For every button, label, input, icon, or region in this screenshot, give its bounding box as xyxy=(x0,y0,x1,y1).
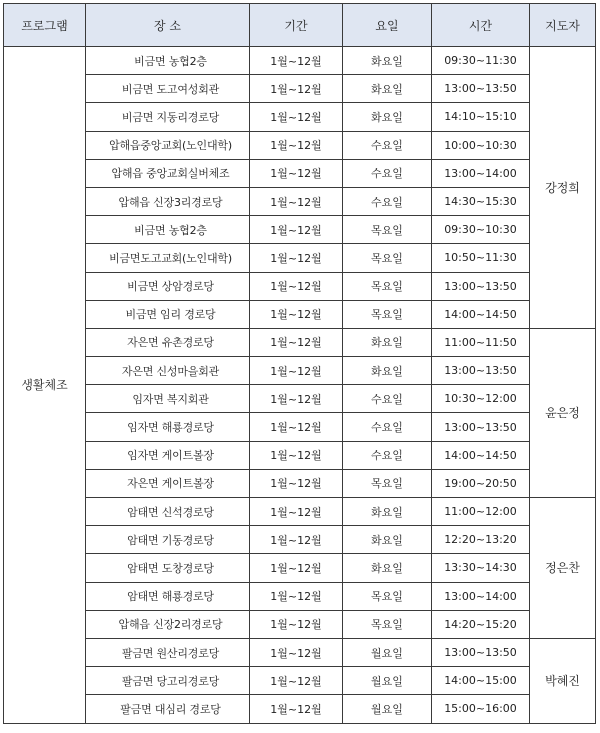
location-cell: 팔금면 당고리경로당 xyxy=(86,667,250,695)
table-row xyxy=(4,244,596,272)
header-row xyxy=(4,4,596,47)
time-cell: 13:00~13:50 xyxy=(432,357,530,385)
location-cell: 비금면 임리 경로당 xyxy=(86,300,250,328)
location-cell: 압해읍중앙교회(노인대학) xyxy=(86,131,250,159)
day-cell: 화요일 xyxy=(343,554,432,582)
period-cell: 1월~12월 xyxy=(250,582,343,610)
table-row xyxy=(4,159,596,187)
day-cell: 목요일 xyxy=(343,469,432,497)
location-cell: 임자면 복지회관 xyxy=(86,385,250,413)
time-cell: 10:30~12:00 xyxy=(432,385,530,413)
time-cell: 14:00~15:00 xyxy=(432,667,530,695)
table-row xyxy=(4,413,596,441)
table-row xyxy=(4,695,596,723)
location-cell: 비금면도고교회(노인대학) xyxy=(86,244,250,272)
time-cell: 09:30~10:30 xyxy=(432,216,530,244)
table-row xyxy=(4,272,596,300)
table-row xyxy=(4,47,596,75)
location-cell: 압해읍 중앙교회실버체조 xyxy=(86,159,250,187)
day-cell: 목요일 xyxy=(343,582,432,610)
period-cell: 1월~12월 xyxy=(250,610,343,638)
program-cell: 생활체조 xyxy=(4,47,86,724)
period-cell: 1월~12월 xyxy=(250,498,343,526)
time-cell: 11:00~12:00 xyxy=(432,498,530,526)
location-cell: 비금면 지동리경로당 xyxy=(86,103,250,131)
table-row xyxy=(4,582,596,610)
period-cell: 1월~12월 xyxy=(250,357,343,385)
day-cell: 월요일 xyxy=(343,667,432,695)
day-cell: 목요일 xyxy=(343,610,432,638)
location-cell: 암태면 신석경로당 xyxy=(86,498,250,526)
period-cell: 1월~12월 xyxy=(250,328,343,356)
time-cell: 13:00~14:00 xyxy=(432,159,530,187)
period-cell: 1월~12월 xyxy=(250,131,343,159)
time-cell: 14:20~15:20 xyxy=(432,610,530,638)
day-cell: 수요일 xyxy=(343,159,432,187)
location-cell: 팔금면 원산리경로당 xyxy=(86,638,250,666)
time-cell: 11:00~11:50 xyxy=(432,328,530,356)
header-time: 시간 xyxy=(432,4,530,47)
table-row xyxy=(4,610,596,638)
location-cell: 암태면 도창경로당 xyxy=(86,554,250,582)
location-cell: 임자면 게이트볼장 xyxy=(86,441,250,469)
table-row xyxy=(4,469,596,497)
period-cell: 1월~12월 xyxy=(250,667,343,695)
period-cell: 1월~12월 xyxy=(250,695,343,723)
location-cell: 비금면 도고여성회관 xyxy=(86,75,250,103)
day-cell: 수요일 xyxy=(343,187,432,215)
day-cell: 화요일 xyxy=(343,103,432,131)
header-leader: 지도자 xyxy=(530,4,596,47)
day-cell: 목요일 xyxy=(343,272,432,300)
time-cell: 14:10~15:10 xyxy=(432,103,530,131)
day-cell: 수요일 xyxy=(343,385,432,413)
schedule-body xyxy=(4,47,596,724)
schedule-table xyxy=(3,3,596,724)
day-cell: 월요일 xyxy=(343,695,432,723)
day-cell: 수요일 xyxy=(343,131,432,159)
period-cell: 1월~12월 xyxy=(250,159,343,187)
period-cell: 1월~12월 xyxy=(250,103,343,131)
table-row xyxy=(4,300,596,328)
time-cell: 13:00~14:00 xyxy=(432,582,530,610)
period-cell: 1월~12월 xyxy=(250,413,343,441)
header-day: 요일 xyxy=(343,4,432,47)
period-cell: 1월~12월 xyxy=(250,244,343,272)
time-cell: 13:00~13:50 xyxy=(432,75,530,103)
table-row xyxy=(4,187,596,215)
day-cell: 화요일 xyxy=(343,75,432,103)
table-row xyxy=(4,103,596,131)
table-row xyxy=(4,385,596,413)
header-location: 장 소 xyxy=(86,4,250,47)
time-cell: 14:00~14:50 xyxy=(432,441,530,469)
day-cell: 화요일 xyxy=(343,526,432,554)
location-cell: 자은면 신성마을회관 xyxy=(86,357,250,385)
time-cell: 09:30~11:30 xyxy=(432,47,530,75)
period-cell: 1월~12월 xyxy=(250,75,343,103)
day-cell: 수요일 xyxy=(343,441,432,469)
table-row xyxy=(4,216,596,244)
period-cell: 1월~12월 xyxy=(250,554,343,582)
table-row xyxy=(4,667,596,695)
day-cell: 화요일 xyxy=(343,47,432,75)
table-row xyxy=(4,526,596,554)
day-cell: 월요일 xyxy=(343,638,432,666)
location-cell: 비금면 농협2층 xyxy=(86,47,250,75)
period-cell: 1월~12월 xyxy=(250,187,343,215)
period-cell: 1월~12월 xyxy=(250,272,343,300)
day-cell: 목요일 xyxy=(343,300,432,328)
location-cell: 팔금면 대심리 경로당 xyxy=(86,695,250,723)
time-cell: 10:00~10:30 xyxy=(432,131,530,159)
table-row xyxy=(4,441,596,469)
location-cell: 자은면 게이트볼장 xyxy=(86,469,250,497)
header-period: 기간 xyxy=(250,4,343,47)
period-cell: 1월~12월 xyxy=(250,526,343,554)
leader-cell: 박혜진 xyxy=(530,638,596,723)
header-program: 프로그램 xyxy=(4,4,86,47)
time-cell: 19:00~20:50 xyxy=(432,469,530,497)
period-cell: 1월~12월 xyxy=(250,638,343,666)
time-cell: 12:20~13:20 xyxy=(432,526,530,554)
location-cell: 압해읍 신장2리경로당 xyxy=(86,610,250,638)
table-row xyxy=(4,638,596,666)
period-cell: 1월~12월 xyxy=(250,47,343,75)
time-cell: 10:50~11:30 xyxy=(432,244,530,272)
period-cell: 1월~12월 xyxy=(250,385,343,413)
leader-cell: 정은찬 xyxy=(530,498,596,639)
leader-cell: 윤은정 xyxy=(530,328,596,497)
location-cell: 암태면 기동경로당 xyxy=(86,526,250,554)
time-cell: 13:00~13:50 xyxy=(432,272,530,300)
day-cell: 목요일 xyxy=(343,216,432,244)
time-cell: 14:00~14:50 xyxy=(432,300,530,328)
period-cell: 1월~12월 xyxy=(250,441,343,469)
table-row xyxy=(4,357,596,385)
day-cell: 수요일 xyxy=(343,413,432,441)
location-cell: 비금면 상암경로당 xyxy=(86,272,250,300)
location-cell: 비금면 농협2층 xyxy=(86,216,250,244)
location-cell: 암태면 해룡경로당 xyxy=(86,582,250,610)
time-cell: 14:30~15:30 xyxy=(432,187,530,215)
table-row xyxy=(4,131,596,159)
time-cell: 15:00~16:00 xyxy=(432,695,530,723)
period-cell: 1월~12월 xyxy=(250,216,343,244)
time-cell: 13:30~14:30 xyxy=(432,554,530,582)
day-cell: 화요일 xyxy=(343,498,432,526)
day-cell: 화요일 xyxy=(343,328,432,356)
time-cell: 13:00~13:50 xyxy=(432,638,530,666)
day-cell: 목요일 xyxy=(343,244,432,272)
leader-cell: 강정희 xyxy=(530,47,596,329)
table-row xyxy=(4,75,596,103)
period-cell: 1월~12월 xyxy=(250,300,343,328)
table-row xyxy=(4,328,596,356)
table-row xyxy=(4,498,596,526)
location-cell: 자은면 유촌경로당 xyxy=(86,328,250,356)
time-cell: 13:00~13:50 xyxy=(432,413,530,441)
day-cell: 화요일 xyxy=(343,357,432,385)
period-cell: 1월~12월 xyxy=(250,469,343,497)
table-row xyxy=(4,554,596,582)
location-cell: 임자면 해룡경로당 xyxy=(86,413,250,441)
location-cell: 압해읍 신장3리경로당 xyxy=(86,187,250,215)
